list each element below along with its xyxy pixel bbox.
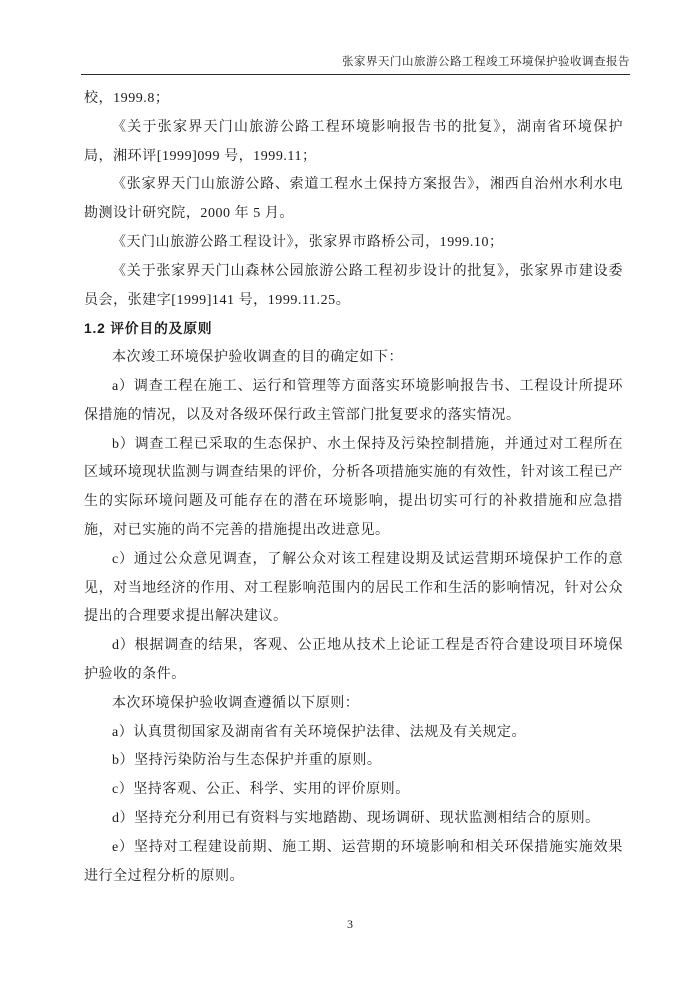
paragraph: 校，1999.8； [84,91,170,106]
document-body [84,85,623,891]
paragraph: a）认真贯彻国家及湖南省有关环境保护法律、法规及有关规定。 [112,724,527,740]
paragraph: 《天门山旅游公路工程设计》，张家界市路桥公司，1999.10； [112,234,504,250]
page-number: 3 [347,917,353,931]
paragraph: e）坚持对工程建设前期、施工期、运营期的环境影响和相关环保措施实施效果进行全过程分析的原则。 [84,839,623,884]
paragraph: 《关于张家界天门山旅游公路工程环境影响报告书的批复》，湖南省环境保护局，湘环评[1999]099 号，1999.11； [84,119,623,164]
paragraph: b）调查工程已采取的生态保护、水土保持及污染控制措施，并通过对工程所在区域环境现状监测与调查结果的评价，分析各项措施实施的有效性，针对该工程已产生的实际环境问题及可能存在的潜在环境影响，提出切实可行的补救措施和应急措施，对已实施的尚不完善的措施提出改进意见。 [84,436,623,538]
section-heading: 1.2 评价目的及原则 [84,321,213,337]
page-footer [0,917,700,932]
paragraph: 本次环境保护验收调查遵循以下原则： [112,695,360,711]
page-header [81,53,630,75]
page-header-title: 张家界天门山旅游公路工程竣工环境保护验收调查报告 [342,56,630,68]
paragraph: c）通过公众意见调查，了解公众对该工程建设期及试运营期环境保护工作的意见，对当地经济的作用、对工程影响范围内的居民工作和生活的影响情况，针对公众提出的合理要求提出解决建议。 [84,551,623,625]
paragraph: d）根据调查的结果，客观、公正地从技术上论证工程是否符合建设项目环境保护验收的条件。 [84,638,623,682]
paragraph: d）坚持充分利用已有资料与实地踏勘、现场调研、现状监测相结合的原则。 [112,810,600,826]
paragraph: a）调查工程在施工、运行和管理等方面落实环境影响报告书、工程设计所提环保措施的情况，以及对各级环保行政主管部门批复要求的落实情况。 [84,378,623,423]
paragraph: c）坚持客观、公正、科学、实用的评价原则。 [112,782,410,798]
paragraph: 《关于张家界天门山森林公园旅游公路工程初步设计的批复》，张家界市建设委员会，张建字[1999]141 号，1999.11.25。 [84,263,623,308]
paragraph: 《张家界天门山旅游公路、索道工程水土保持方案报告》，湘西自治州水利水电勘测设计研究院，2000 年 5 月。 [84,177,623,222]
paragraph: b）坚持污染防治与生态保护并重的原则。 [112,753,382,769]
paragraph: 本次竣工环境保护验收调查的目的确定如下： [112,350,403,366]
